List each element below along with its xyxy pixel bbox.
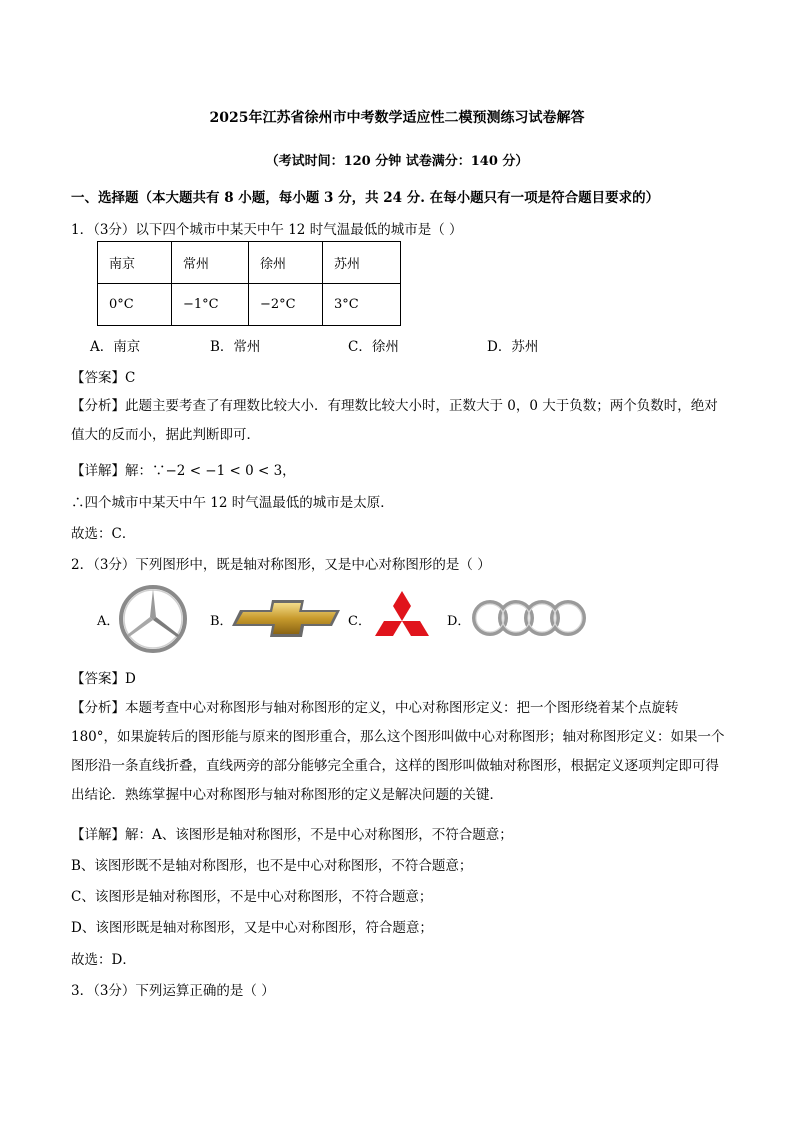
detail-text: 解：A、该图形是轴对称图形，不是中心对称图形，不符合题意；: [125, 827, 513, 843]
table-row: [98, 284, 401, 326]
q2-detail-b: B、该图形既不是轴对称图形，也不是中心对称图形，不符合题意；: [71, 858, 473, 874]
q1-detail-2: ∴四个城市中某天中午 12 时气温最低的城市是太原．: [71, 495, 394, 511]
detail-text: 解：∵−2 < −1 < 0 < 3，: [125, 463, 296, 479]
page-title: 2025年江苏省徐州市中考数学适应性二模预测练习试卷解答: [209, 110, 585, 126]
audi-rings-icon: [470, 597, 590, 639]
q1-detail-1: [71, 459, 296, 479]
q2-option-c-label: C．: [348, 614, 371, 629]
q1-option-a: A．南京: [90, 339, 141, 355]
q2-option-d-label: D．: [447, 614, 471, 629]
q1-option-b: B．常州: [210, 339, 261, 355]
table-cell: −1°C: [172, 284, 249, 326]
analysis-text: 本题考查中心对称图形与轴对称图形的定义，中心对称图形定义：把一个图形绕着某个点旋转 180°，如果旋转后的图形能与原来的图形重合，那么这个图形叫做中心对称图形；轴对称图形定义：如果一个图形沿一条直线折叠，直线两旁的部分能够完全重合，这样的图形叫做轴对称图形，根据定义逐项判定即可得出结论．熟练掌握中心对称图形与轴对称图形的定义是解决问题的关键．: [71, 700, 725, 803]
table-cell: 徐州: [249, 242, 323, 284]
q1-stem: 1．（3分）以下四个城市中某天中午 12 时气温最低的城市是（ ）: [71, 222, 463, 238]
section-heading: 一、选择题（本大题共有 8 小题，每小题 3 分，共 24 分. 在每小题只有一项是符合题目要求的）: [71, 190, 660, 206]
q2-stem: 2．（3分）下列图形中，既是轴对称图形，又是中心对称图形的是（ ）: [71, 557, 491, 573]
chevrolet-bowtie-icon: [230, 596, 344, 641]
table-cell: 南京: [98, 242, 172, 284]
analysis-text: 此题主要考查了有理数比较大小．有理数比较大小时，正数大于 0，0 大于负数；两个负数时，绝对值大的反而小，据此判断即可．: [71, 398, 718, 443]
analysis-tag: 【分析】: [71, 700, 125, 716]
q1-analysis: [71, 392, 726, 450]
q2-choose: 故选：D．: [71, 952, 136, 968]
table-cell: 0°C: [98, 284, 172, 326]
q2-detail-a: [71, 823, 513, 843]
q2-detail-c: C、该图形是轴对称图形，不是中心对称图形，不符合题意；: [71, 889, 433, 905]
page-subtitle: （考试时间：120 分钟 试卷满分：140 分）: [265, 154, 529, 169]
q1-temperature-table: [97, 241, 401, 326]
q1-option-c: C．徐州: [348, 339, 399, 355]
analysis-tag: 【分析】: [71, 398, 125, 414]
q2-answer: 【答案】D: [71, 671, 136, 687]
q2-option-a-label: A．: [97, 614, 120, 629]
mitsubishi-diamonds-icon: [370, 590, 434, 646]
table-cell: 3°C: [323, 284, 401, 326]
table-cell: −2°C: [249, 284, 323, 326]
q1-option-d: D．苏州: [487, 339, 539, 355]
table-row: [98, 242, 401, 284]
table-cell: 苏州: [323, 242, 401, 284]
q1-choose: 故选：C．: [71, 526, 136, 542]
detail-tag: 【详解】: [71, 463, 125, 479]
q2-analysis: [71, 694, 726, 810]
q3-stem: 3．（3分）下列运算正确的是（ ）: [71, 983, 275, 999]
q2-option-b-label: B．: [210, 614, 233, 629]
q1-answer: 【答案】C: [71, 370, 136, 386]
table-cell: 常州: [172, 242, 249, 284]
detail-tag: 【详解】: [71, 827, 125, 843]
mercedes-star-icon: [118, 584, 188, 654]
q2-detail-d: D、该图形既是轴对称图形，又是中心对称图形，符合题意；: [71, 920, 433, 936]
